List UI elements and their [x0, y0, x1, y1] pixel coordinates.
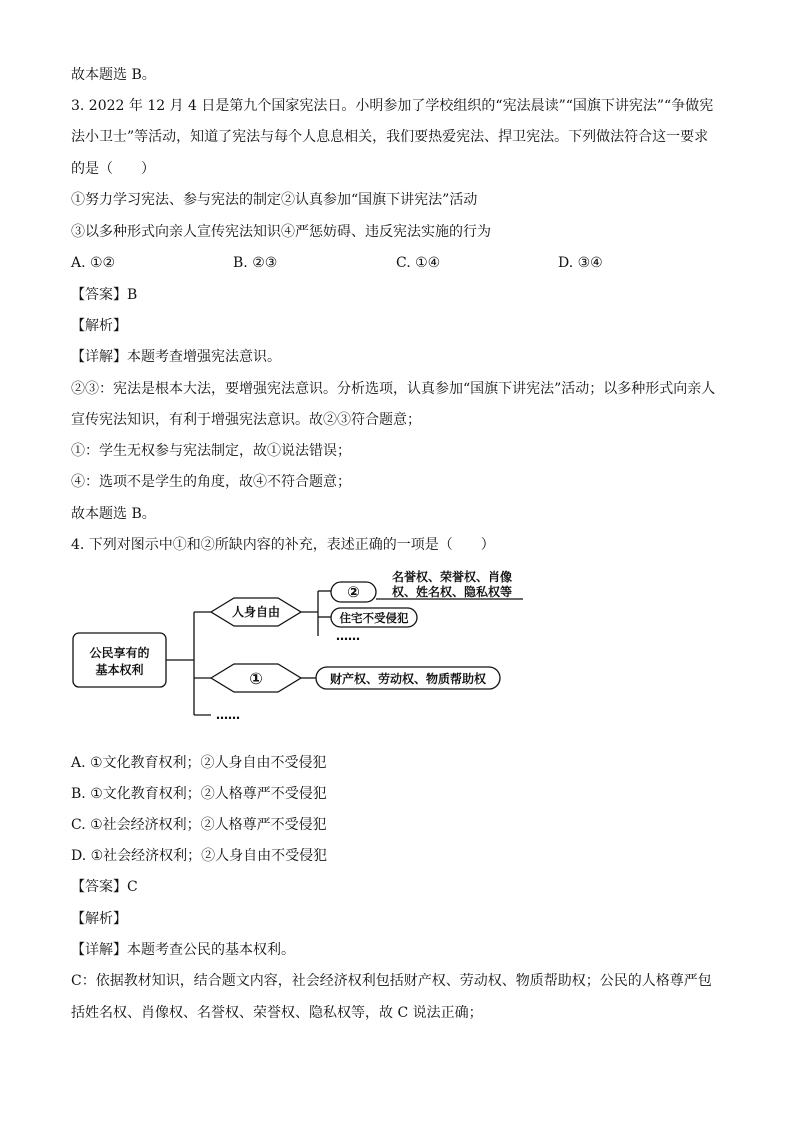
blank-2-label: ②: [347, 583, 360, 601]
q4-analysis-heading: 【解析】: [71, 911, 127, 927]
q3-detail-line-1: ②③：宪法是根本大法，要增强宪法意识。分析选项，认真参加“国旗下讲宪法”活动；以多种形式向亲人: [71, 381, 716, 397]
rights-text-line-1: 名誉权、荣誉权、肖像: [392, 570, 513, 584]
root-box: [73, 633, 166, 687]
q3-conclusion: 故本题选 B。: [71, 506, 156, 522]
q3-answer: 【答案】B: [71, 287, 138, 303]
q4-detail-line-1: C：依据教材知识，结合题文内容，社会经济权利包括财产权、劳动权、物质帮助权；公民的人格尊严包: [71, 973, 712, 989]
root-label-line-2: 基本权利: [95, 663, 144, 677]
q3-detail-line-3: ①：学生无权参与宪法制定，故①说法错误；: [71, 443, 351, 459]
question-3-stem-line-3: 的是（ ）: [71, 161, 155, 177]
q3-detail-line-2: 宣传宪法知识，有利于增强宪法意识。故②③符合题意；: [71, 412, 421, 428]
question-4-stem: 4. 下列对图示中①和②所缺内容的补充，表述正确的一项是（ ）: [71, 537, 495, 553]
residence-label: 住宅不受侵犯: [339, 611, 409, 625]
question-3-stem-line-1: 3. 2022 年 12 月 4 日是第九个国家宪法日。小明参加了学校组织的“宪法晨读”“国旗下讲宪法”“争做宪: [71, 98, 714, 114]
q4-option-b: B. ①文化教育权利；②人格尊严不受侵犯: [71, 786, 327, 802]
question-3-statements-3-4: ③以多种形式向亲人宣传宪法知识④严惩妨碍、违反宪法实施的行为: [71, 224, 491, 240]
q3-option-d: D. ③④: [558, 255, 603, 271]
conclusion-line: 故本题选 B。: [71, 67, 156, 83]
q3-option-c: C. ①④: [396, 255, 441, 271]
branch-personal-freedom-label: 人身自由: [231, 605, 281, 619]
branch-1-label: ①: [249, 669, 263, 688]
top-branch-ellipsis: ……: [336, 629, 360, 643]
q4-option-d: D. ①社会经济权利；②人身自由不受侵犯: [71, 848, 328, 864]
q3-analysis-heading: 【解析】: [71, 318, 127, 334]
q3-option-a: A. ①②: [71, 255, 116, 271]
question-3-stem-line-2: 法小卫士”等活动，知道了宪法与每个人息息相关，我们要热爱宪法、捍卫宪法。下列做法符合这一要求: [71, 129, 709, 145]
q4-detail-line-2: 括姓名权、肖像权、名誉权、荣誉权、隐私权等，故 C 说法正确；: [71, 1005, 483, 1021]
q4-answer: 【答案】C: [71, 879, 138, 895]
q3-detail-line-4: ④：选项不是学生的角度，故④不符合题意；: [71, 474, 351, 490]
root-label-line-1: 公民享有的: [89, 646, 150, 660]
q4-option-c: C. ①社会经济权利；②人格尊严不受侵犯: [71, 817, 327, 833]
rights-text-line-2: 权、姓名权、隐私权等: [392, 585, 513, 599]
question-3-statements-1-2: ①努力学习宪法、参与宪法的制定②认真参加“国旗下讲宪法”活动: [71, 192, 478, 208]
econ-rights-label: 财产权、劳动权、物质帮助权: [329, 672, 487, 686]
q4-detail-heading: 【详解】本题考查公民的基本权利。: [71, 942, 295, 958]
q3-option-b: B. ②③: [233, 255, 278, 271]
root-ellipsis: ……: [216, 708, 240, 722]
q3-detail-heading: 【详解】本题考查增强宪法意识。: [71, 349, 281, 365]
q4-option-a: A. ①文化教育权利；②人身自由不受侵犯: [71, 755, 327, 771]
